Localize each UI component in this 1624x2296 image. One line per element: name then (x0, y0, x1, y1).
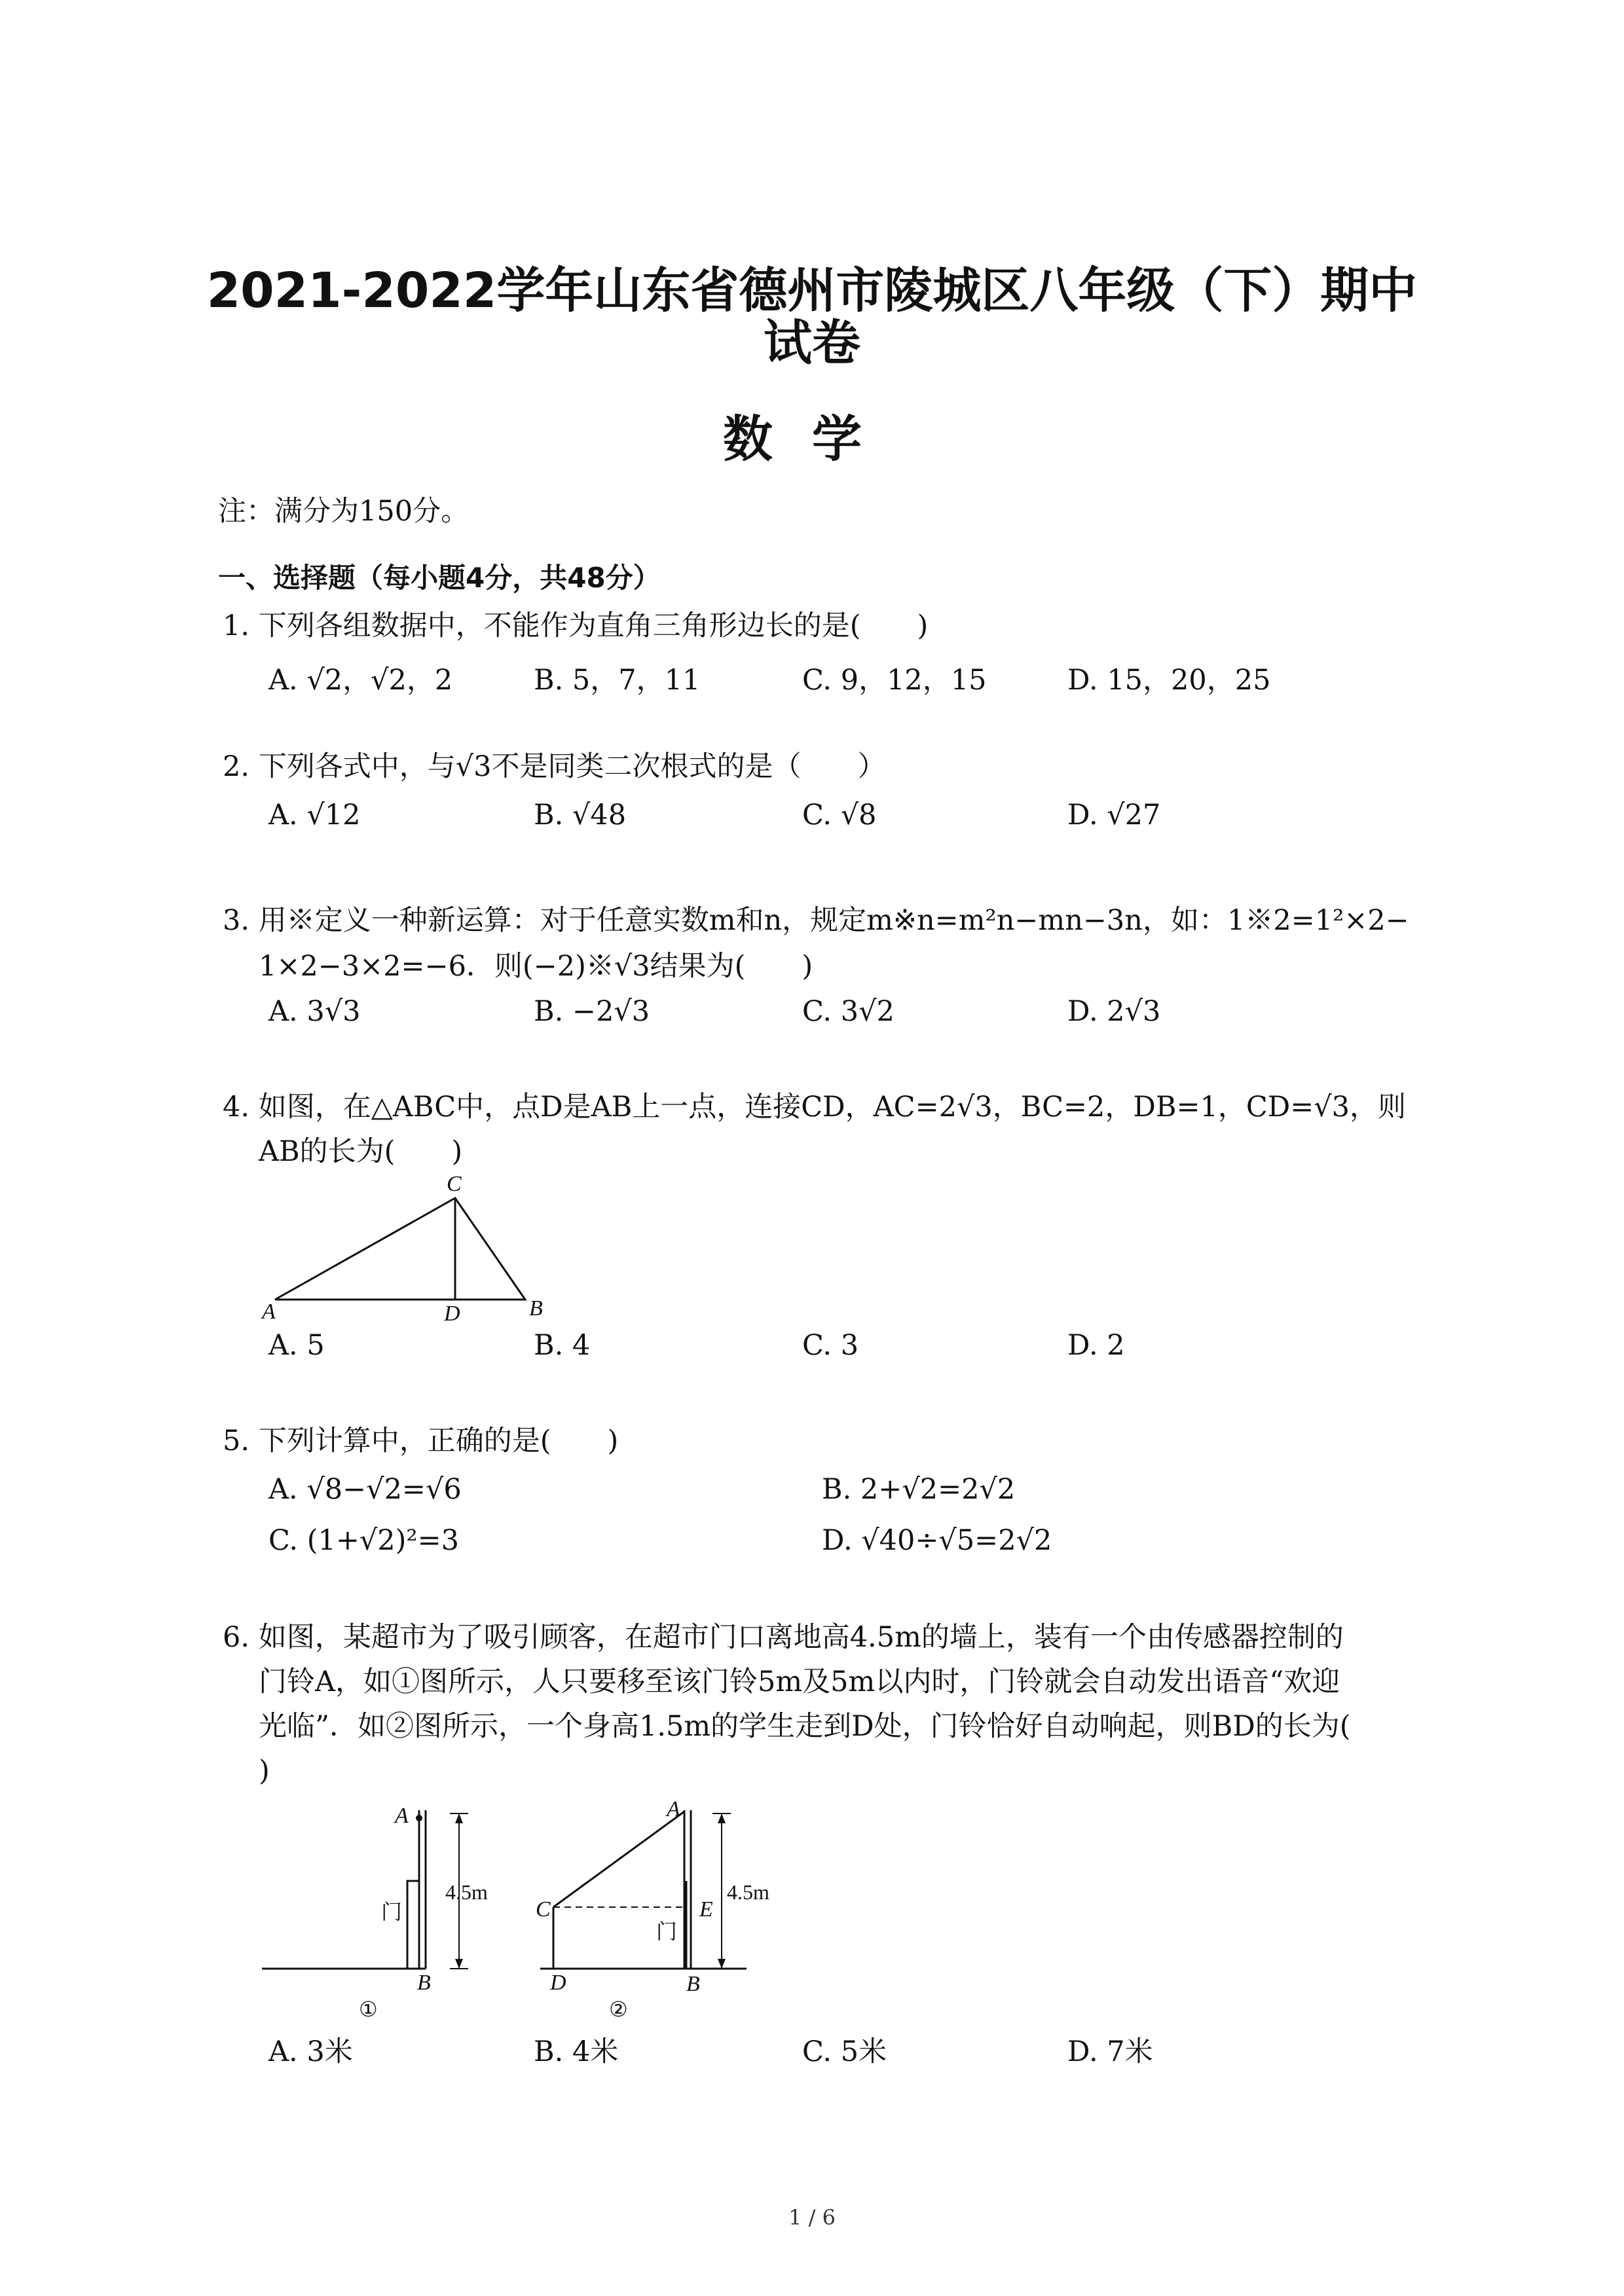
question-1-option-b[interactable]: B. 5，7，11 (534, 664, 701, 697)
question-1-option-c[interactable]: C. 9，12，15 (802, 664, 987, 697)
question-6-option-a[interactable]: A. 3米 (268, 2035, 353, 2068)
figure6-1-door-label: 门 (381, 1900, 403, 1923)
question-3-option-b[interactable]: B. −2√3 (534, 995, 650, 1028)
question-6-option-b[interactable]: B. 4米 (534, 2035, 619, 2068)
question-3-option-c[interactable]: C. 3√2 (802, 995, 895, 1028)
question-4-stem-line2: AB的长为( ) (259, 1135, 463, 1168)
question-4-stem-line1: 4. 如图，在△ABC中，点D是AB上一点，连接CD，AC=2√3，BC=2，DB=1，CD=√3，则 (223, 1091, 1407, 1123)
figure4-label-c: C (447, 1172, 462, 1196)
score-note: 注：满分为150分。 (218, 495, 470, 528)
question-4-option-b[interactable]: B. 4 (534, 1329, 591, 1362)
question-1-option-d[interactable]: D. 15，20，25 (1067, 664, 1271, 697)
figure6-1-height-label: 4.5m (445, 1880, 488, 1904)
question-6-stem-line4: ) (259, 1755, 270, 1787)
question-1-option-a[interactable]: A. √2，√2，2 (268, 664, 453, 697)
question-2-option-c[interactable]: C. √8 (802, 799, 877, 831)
question-5-stem: 5. 下列计算中，正确的是( ) (223, 1425, 619, 1457)
question-5-option-d[interactable]: D. √40÷√5=2√2 (822, 1524, 1052, 1557)
figure6-2-door-label: 门 (656, 1920, 678, 1943)
figure4-label-d: D (444, 1302, 460, 1326)
question-6-stem-line1: 6. 如图，某超市为了吸引顾客，在超市门口离地高4.5m的墙上，装有一个由传感器控制的 (223, 1621, 1344, 1654)
question-5-option-a[interactable]: A. √8−√2=√6 (268, 1473, 462, 1506)
question-3-stem-line1: 3. 用※定义一种新运算：对于任意实数m和n，规定m※n=m²n−mn−3n，如：1※2=1²×2− (223, 904, 1409, 937)
figure6-2-label-b: B (686, 1972, 700, 1996)
question-4-option-c[interactable]: C. 3 (802, 1329, 859, 1362)
figure6-2-label-d: D (550, 1971, 566, 1995)
question-3-option-d[interactable]: D. 2√3 (1067, 995, 1161, 1028)
figure6-2-caption: ② (609, 1997, 628, 2021)
question-2-option-a[interactable]: A. √12 (268, 799, 361, 831)
section-heading-choice: 一、选择题（每小题4分，共48分） (218, 562, 661, 594)
question-2-option-d[interactable]: D. √27 (1067, 799, 1161, 831)
question-4-option-a[interactable]: A. 5 (268, 1329, 325, 1362)
question-4-triangle-figure (255, 1175, 550, 1332)
figure6-2-height-label: 4.5m (727, 1880, 769, 1904)
figure6-2-label-a: A (667, 1797, 680, 1821)
question-5-option-c[interactable]: C. (1+√2)²=3 (268, 1524, 460, 1557)
figure6-2-label-c: C (536, 1897, 551, 1922)
page-title-line2: 试卷 (764, 315, 860, 371)
question-4-option-d[interactable]: D. 2 (1067, 1329, 1125, 1362)
question-3-option-a[interactable]: A. 3√3 (268, 995, 361, 1028)
question-6-stem-line3: 光临”．如②图所示，一个身高1.5m的学生走到D处，门铃恰好自动响起，则BD的长为( (259, 1710, 1351, 1743)
figure6-1-label-a: A (395, 1804, 409, 1828)
figure6-1-caption: ① (359, 1997, 378, 2021)
figure4-label-a: A (262, 1300, 276, 1324)
question-3-stem-line2: 1×2−3×2=−6．则(−2)※√3结果为( ) (259, 950, 813, 983)
question-2-stem: 2. 下列各式中，与√3不是同类二次根式的是（ ） (223, 750, 886, 783)
question-6-option-c[interactable]: C. 5米 (802, 2035, 887, 2068)
question-1-stem: 1. 下列各组数据中，不能作为直角三角形边长的是( ) (223, 610, 929, 642)
figure6-2-label-e: E (699, 1897, 713, 1922)
question-6-option-d[interactable]: D. 7米 (1067, 2035, 1153, 2068)
figure4-label-b: B (529, 1296, 543, 1321)
question-5-option-b[interactable]: B. 2+√2=2√2 (822, 1473, 1016, 1506)
question-6-stem-line2: 门铃A，如①图所示，人只要移至该门铃5m及5m以内时，门铃就会自动发出语音“欢迎 (259, 1666, 1340, 1698)
question-2-option-b[interactable]: B. √48 (534, 799, 627, 831)
page-title-line1: 2021-2022学年山东省德州市陵城区八年级（下）期中 (206, 263, 1418, 319)
figure6-1-label-b: B (417, 1971, 431, 1995)
subject-heading: 数学 (723, 410, 901, 468)
page-number: 1 / 6 (788, 2205, 836, 2230)
